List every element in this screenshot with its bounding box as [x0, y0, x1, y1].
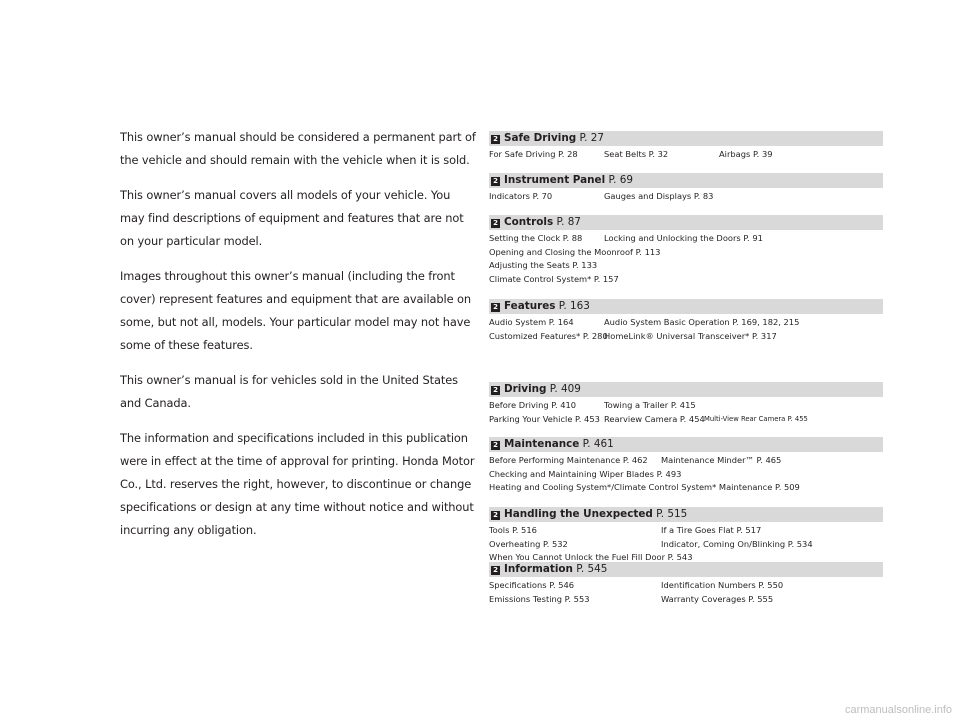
- topic-link[interactable]: Specifications P. 546: [489, 580, 575, 590]
- topic-link[interactable]: Setting the Clock P. 88: [489, 233, 583, 243]
- section-page: P. 461: [579, 438, 614, 450]
- intro-paragraph: This owner’s manual is for vehicles sold in the United States and Canada.: [120, 373, 458, 410]
- topic-link[interactable]: Towing a Trailer P. 415: [604, 400, 696, 410]
- intro-paragraph: This owner’s manual should be considered a permanent part of the vehicle and should remain with the vehicle when it is sold.: [120, 130, 476, 167]
- topic-row: [489, 481, 883, 495]
- topic-link[interactable]: Parking Your Vehicle P. 453: [489, 413, 600, 424]
- topic-link[interactable]: Checking and Maintaining Wiper Blades P. 493: [489, 468, 682, 479]
- section-page: P. 409: [546, 383, 581, 395]
- topic-row: [489, 579, 883, 593]
- topic-link[interactable]: Tools P. 516: [489, 525, 537, 535]
- topic-link[interactable]: Seat Belts P. 32: [604, 149, 669, 159]
- section-header[interactable]: [489, 562, 883, 577]
- topic-row: [489, 524, 883, 538]
- topic-link[interactable]: Audio System Basic Operation P. 169, 182, 215: [604, 317, 800, 327]
- section-header[interactable]: [489, 507, 883, 522]
- section-page: P. 515: [652, 508, 688, 520]
- section-header[interactable]: [489, 131, 883, 146]
- reference-arrow-icon: 2: [491, 135, 500, 144]
- section-title: Instrument Panel: [504, 174, 606, 186]
- reference-arrow-icon: 2: [491, 566, 500, 575]
- reference-arrow-icon: 2: [491, 303, 500, 312]
- section-safe-driving: [489, 131, 883, 162]
- topic-link[interactable]: Identification Numbers P. 550: [661, 580, 784, 590]
- reference-arrow-icon: 2: [491, 511, 500, 520]
- reference-arrow-icon: 2: [491, 441, 500, 450]
- topic-link[interactable]: Airbags P. 39: [719, 149, 773, 159]
- topic-row: [489, 468, 883, 482]
- topic-link[interactable]: Opening and Closing the Moonroof P. 113: [489, 246, 661, 257]
- topic-row: [489, 316, 883, 330]
- topic-link[interactable]: Indicators P. 70: [489, 191, 553, 201]
- topic-row: [489, 538, 883, 552]
- topic-row: [489, 413, 883, 427]
- topic-row: [489, 148, 883, 162]
- section-header[interactable]: [489, 382, 883, 397]
- topic-link[interactable]: Audio System P. 164: [489, 317, 574, 327]
- section-header[interactable]: [489, 437, 883, 452]
- section-title: Controls: [504, 216, 554, 228]
- topic-row: [489, 454, 883, 468]
- topic-row: [489, 259, 883, 273]
- section-header[interactable]: [489, 299, 883, 314]
- topic-link[interactable]: Gauges and Displays P. 83: [604, 191, 714, 201]
- topic-link[interactable]: When You Cannot Unlock the Fuel Fill Door P. 543: [489, 552, 693, 563]
- topic-link[interactable]: Warranty Coverages P. 555: [661, 593, 774, 604]
- section-page: P. 87: [553, 216, 581, 228]
- topic-link[interactable]: Customized Features* P. 280: [489, 330, 608, 341]
- section-controls: [489, 215, 883, 286]
- section-page: P. 163: [555, 300, 590, 312]
- section-title: Safe Driving: [504, 132, 577, 144]
- section-title: Handling the Unexpected: [504, 508, 653, 520]
- section-title: Maintenance: [504, 438, 580, 450]
- intro-paragraph: Images throughout this owner’s manual (including the front cover) represent features and equipment that are available on some, but not all, models. Your particular model may not have some of these features.: [120, 269, 471, 352]
- topic-row: [489, 273, 883, 287]
- section-page: P. 545: [572, 563, 608, 575]
- topic-link[interactable]: Maintenance Minder™ P. 465: [661, 455, 782, 465]
- topic-link[interactable]: Locking and Unlocking the Doors P. 91: [604, 233, 763, 243]
- topic-link[interactable]: For Safe Driving P. 28: [489, 149, 578, 159]
- topic-row: [489, 190, 883, 204]
- topic-link[interactable]: Emissions Testing P. 553: [489, 593, 590, 604]
- topic-row: [489, 246, 883, 260]
- topic-link[interactable]: HomeLink® Universal Transceiver* P. 317: [604, 330, 777, 341]
- section-handling-the-unexpected: [489, 507, 883, 565]
- topic-link[interactable]: Before Driving P. 410: [489, 400, 577, 410]
- intro-text: [120, 126, 476, 554]
- section-page: P. 27: [576, 132, 604, 144]
- section-maintenance: [489, 437, 883, 495]
- intro-paragraph: This owner’s manual covers all models of your vehicle. You may find descriptions of equipment and features that are not on your particular model.: [120, 188, 464, 248]
- section-title: Driving: [504, 383, 547, 395]
- section-header[interactable]: [489, 173, 883, 188]
- reference-arrow-icon: 2: [491, 386, 500, 395]
- section-instrument-panel: [489, 173, 883, 204]
- topic-link[interactable]: Adjusting the Seats P. 133: [489, 260, 598, 271]
- section-title: Features: [504, 300, 556, 312]
- topic-link[interactable]: If a Tire Goes Flat P. 517: [661, 525, 762, 535]
- topic-link[interactable]: Overheating P. 532: [489, 538, 568, 549]
- topic-row: [489, 593, 883, 607]
- section-driving: [489, 382, 883, 426]
- topic-row: [489, 399, 883, 413]
- section-information: [489, 562, 883, 606]
- section-title: Information: [504, 563, 573, 575]
- topic-row: [489, 232, 883, 246]
- intro-paragraph: The information and specifications included in this publication were in effect at the time of approval for printing. Honda Motor Co., Ltd. reserves the right, however, to discontinue or change specifications or design at any time without notice and without incurring any obligation.: [120, 431, 475, 537]
- topic-link[interactable]: Indicator, Coming On/Blinking P. 534: [661, 538, 813, 549]
- section-header[interactable]: [489, 215, 883, 230]
- topic-row: [489, 330, 883, 344]
- section-page: P. 69: [605, 174, 633, 186]
- watermark: carmanualsonline.info: [844, 704, 952, 716]
- reference-arrow-icon: 2: [491, 219, 500, 228]
- topic-link[interactable]: Climate Control System* P. 157: [489, 273, 619, 284]
- section-features: [489, 299, 883, 343]
- topic-link[interactable]: Before Performing Maintenance P. 462: [489, 455, 648, 465]
- topic-link[interactable]: Multi-View Rear Camera P. 455: [704, 414, 808, 423]
- reference-arrow-icon: 2: [491, 177, 500, 186]
- topic-link[interactable]: Rearview Camera P. 454: [604, 413, 705, 424]
- topic-link[interactable]: Heating and Cooling System*/Climate Control System* Maintenance P. 509: [489, 482, 800, 493]
